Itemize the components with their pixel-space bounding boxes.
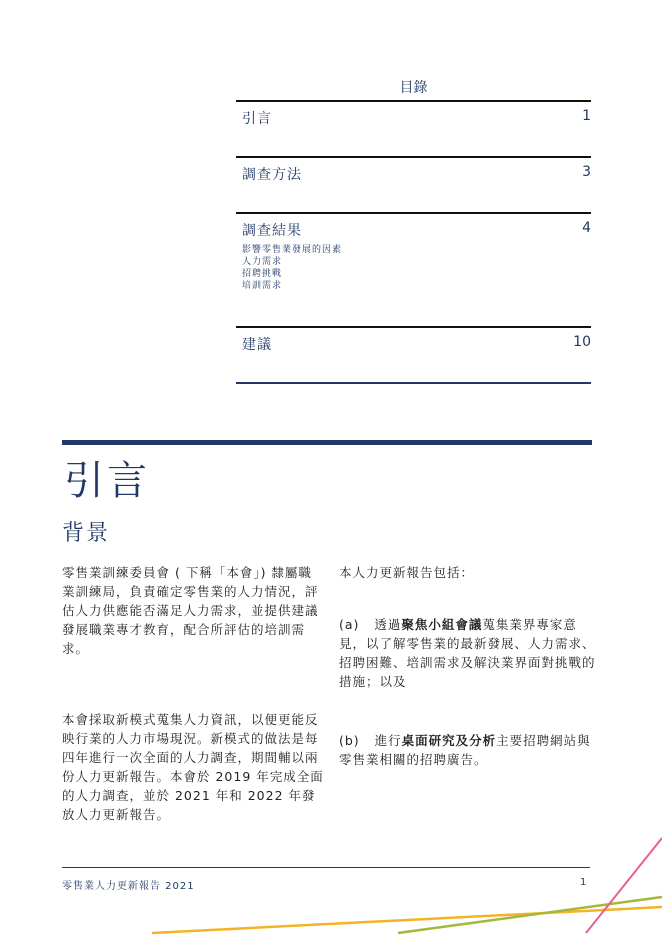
- toc-page-number: 4: [582, 220, 591, 236]
- toc-page-number: 1: [582, 108, 591, 124]
- list-text-emphasis: 桌面研究及分析: [401, 733, 497, 748]
- list-marker: (a): [339, 617, 360, 632]
- toc-page-number: 3: [582, 164, 591, 180]
- paragraph: 零售業訓練委員會 ( 下稱「本會」) 隸屬職業訓練局，負責確定零售業的人力情況，評估人力供應能否滿足人力需求，並提供建議發展職業專才教育，配合所評估的培訓需求。: [62, 565, 319, 656]
- footer-report-title: 零售業人力更新報告 2021: [62, 881, 195, 892]
- toc-title: 目錄: [399, 80, 428, 96]
- decor-line-green: [398, 897, 662, 933]
- toc-subsection[interactable]: 人力需求: [242, 257, 283, 267]
- toc-subsection[interactable]: 影響零售業發展的因素: [242, 245, 343, 255]
- decor-line-pink: [586, 838, 662, 933]
- toc-label: 引言: [242, 111, 272, 127]
- list-text-pre: 進行: [374, 733, 402, 748]
- list-text-pre: 透過: [374, 617, 402, 632]
- list-text-emphasis: 聚焦小組會議: [401, 617, 483, 632]
- toc-label: 調查方法: [242, 167, 302, 183]
- toc-subsection[interactable]: 培訓需求: [242, 281, 283, 291]
- list-marker: (b): [339, 733, 360, 748]
- chapter-title: 引言: [64, 458, 150, 504]
- list-text-post: 蒐集業界專家意見，以了解零售業的最新發展、人力需求、招聘困難、培訓需求及解決業界面對挑戰的措施；以及: [339, 617, 596, 689]
- toc-label: 建議: [242, 337, 272, 353]
- toc-subsection[interactable]: 招聘挑戰: [242, 269, 283, 279]
- paragraph: 本會採取新模式蒐集人力資訊，以便更能反映行業的人力市場現況。新模式的做法是每四年進行一次全面的人力調查，期間輔以兩份人力更新報告。本會於 2019 年完成全面的人力調查，並於 2021 年和 2022 年發放人力更新報告。: [62, 712, 324, 822]
- section-title: 背景: [62, 521, 111, 546]
- paragraph-intro: 本人力更新報告包括：: [339, 565, 475, 580]
- decor-line-yellow: [152, 907, 662, 933]
- toc-label: 調查結果: [242, 223, 302, 239]
- toc-page-number: 10: [573, 334, 591, 350]
- list-text-post: 主要招聘網站與零售業相關的招聘廣告。: [339, 733, 591, 767]
- footer-page-number: 1: [580, 877, 587, 888]
